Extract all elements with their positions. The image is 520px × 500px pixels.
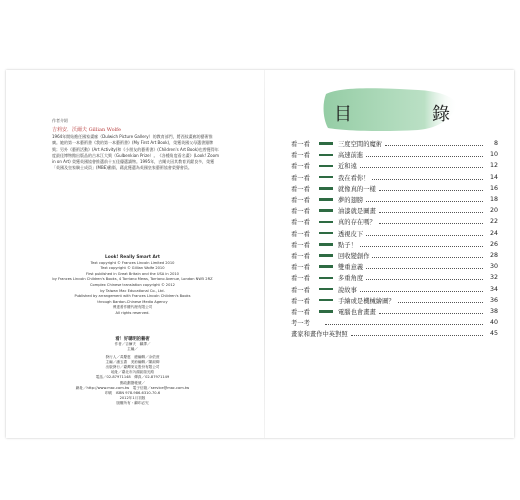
credit-line: through Bardon-Chinese Media Agency [97,299,168,304]
author-name: 吉莉安．沃爾夫 Gillian Wolfe [52,127,121,133]
green-bar-icon [319,285,333,294]
credit-line: 印刷 ISBN 978-986-6310-70-6 [104,391,161,396]
toc-section-label: 看一看 [291,297,310,305]
green-bar-icon [319,162,333,171]
toc-entry[interactable] [291,283,498,294]
credit-line: All rights reserved. [115,310,150,315]
credit-line: 博達著作權代理有限公司 [112,305,153,310]
credit-line: 發行人／黃慶惠 總編輯／余依萱 [105,354,160,359]
toc-section-label: 看一看 [291,141,310,149]
toc-glossary-label: 畫家和畫作中英對照 [291,331,348,339]
toc-entry-title: 高速前進 [338,152,364,160]
credit-line: by Frances Lincoln Children's Books, 4 Torriano Mews, Torriano Avenue, London NW5 2RZ [52,277,213,282]
dot-leader [379,309,483,314]
credit-line: by Taiwan Mac Educational Co., Ltd. [100,288,165,293]
toc-entry-page: 40 [489,319,498,327]
toc-entry-page: 12 [489,162,498,170]
toc-section-label: 看一看 [291,230,310,238]
dot-leader [325,320,483,325]
contents-title [334,100,450,126]
green-bar-icon [319,296,333,305]
dot-leader [360,287,483,292]
toc-entry-title: 手繪或是機械繪圖？ [338,297,395,305]
dot-leader [366,275,483,280]
credit-line: 2012年1月初版 [119,396,146,401]
toc-entry-page: 45 [489,330,498,338]
toc-entry-page: 30 [489,263,498,271]
toc-entry-title: 夢的翅膀 [338,197,364,205]
toc-entry-title: 雙重意義 [338,264,364,272]
credit-line: Look! Really Smart Art [105,255,160,260]
toc-entry-title: 多重角度 [338,275,364,283]
toc-entry[interactable] [291,205,498,216]
dot-leader [366,264,483,269]
credit-line: 版權所有・翻印必究 [116,401,149,406]
toc-entry-page: 26 [489,240,498,248]
toc-section-label: 看一看 [291,174,310,182]
dot-leader [372,175,483,180]
toc-section-label: 看一看 [291,197,310,205]
toc-entry-page: 34 [489,285,498,293]
toc-entry-page: 24 [489,229,498,237]
green-bar-icon [319,307,333,316]
toc-entry[interactable] [291,160,498,171]
credit-line: 電話／02-87971148 傳真／02-87971149 [95,375,170,380]
toc-entry-title: 電腦也會畫畫 [338,308,376,316]
contents-title-char: 錄 [432,104,450,125]
toc-section-label: 看一看 [291,185,310,193]
toc-entry-page: 32 [489,274,498,282]
dot-leader [398,298,483,303]
toc-entry[interactable] [291,295,498,306]
toc-entry[interactable] [291,261,498,272]
toc-entry[interactable] [291,194,498,205]
toc-entry-title: 透視皮下 [338,230,364,238]
green-bar-icon [319,206,333,215]
toc-entry[interactable] [291,306,498,317]
toc-entry[interactable] [291,138,498,149]
toc-entry-page: 22 [489,218,498,226]
dot-leader [366,152,483,157]
toc-entry[interactable] [291,250,498,261]
toc-entry-title: 近和遠 [338,163,357,171]
dot-leader [379,186,483,191]
green-bar-icon [319,240,333,249]
dot-leader [360,242,483,247]
toc-entry-title: 說故事 [338,286,357,294]
green-bar-icon [319,195,333,204]
green-bar-icon [319,218,333,227]
copyright-credits-chinese [30,337,235,407]
toc-entry-page: 20 [489,207,498,215]
toc-section-label: 看一看 [291,163,310,171]
green-bar-icon [319,274,333,283]
toc-entry-page: 14 [489,173,498,181]
dot-leader [379,208,483,213]
dot-leader [372,253,483,258]
toc-entry[interactable] [291,183,498,194]
toc-entry[interactable] [291,272,498,283]
green-bar-icon [319,229,333,238]
credit-line: Published by arrangement with Frances Lincoln Children's Books [74,294,191,299]
table-of-contents [291,138,498,339]
toc-entry-title: 回收變創作 [338,252,370,260]
toc-entry-title: 真的存在嗎？ [338,219,376,227]
credit-line: 主編／ [127,347,138,352]
credit-line: 作者／吉爾夫 翻譯／ [114,342,151,347]
toc-quiz-label: 考一考 [291,320,310,328]
dot-leader [379,219,483,224]
toc-entry[interactable] [291,239,498,250]
credit-line: First published in Great Britain and the USA in 2010 [86,271,179,276]
toc-section-label: 看一看 [291,264,310,272]
toc-entry[interactable] [291,172,498,183]
toc-entry-quiz[interactable] [291,317,498,328]
toc-section-label: 看一看 [291,241,310,249]
toc-entry-page: 10 [489,151,498,159]
green-bar-icon [319,262,333,271]
copyright-credits-english [30,255,235,317]
green-bar-icon [319,184,333,193]
credit-line: 出版發行／臺灣麥克股份有限公司 [105,365,160,370]
toc-entry-title: 油漆就是圖畫 [338,208,376,216]
credit-line: 主編／潘玉喬 美術編輯／陳淑卿 [105,359,160,364]
credit-line: Text copyright © Gillian Wolfe 2010 [100,266,165,271]
toc-section-label: 看一看 [291,252,310,260]
toc-entry[interactable] [291,149,498,160]
author-heading: 作者介紹 [52,118,68,123]
toc-entry-title: 三度空間的魔術 [338,141,383,149]
toc-entry-title: 就像真的一樣 [338,185,376,193]
toc-entry-page: 18 [489,196,498,204]
toc-entry-page: 16 [489,184,498,192]
toc-entry-title: 我在看你！ [338,174,370,182]
toc-entry-page: 28 [489,251,498,259]
toc-entry[interactable] [291,216,498,227]
toc-entry-title: 點子！ [338,241,357,249]
dot-leader [385,141,483,146]
dot-leader [360,163,483,168]
credit-line: 網址／http://www.mac.com.tw 電子信箱／service@mac.com.tw [75,385,190,390]
toc-section-label: 看一看 [291,219,310,227]
credit-line: 郵政劃撥帳號／ [119,380,146,385]
author-bio: 1964年開始擔任國家畫廊（Dulwich Picture Gallery）的教育部門，將西紋畫廊的藝術推廣。她的第一本藝術書《我的第一本藝術書》(My First Art Book)，榮獲英國父母選書銀牌獎；另外《藝術活動》(Art Activity)和《小朋友的藝術書》(Children's Art Book)也曾獲得年度最佳博物館出版品的古本江大獎（Gulbenkian Prize）。《各種角度看名畫》(Look! Zoom in on Art) 榮獲英國協會推選前十五佳優選讀物。1995年，吉爾夫因其教育貢獻良多，榮獲「英國及皇家騎士成員」(MBE)勳銜，藉此獲選為英國皇家藝術協會榮譽會員。 [52,134,219,171]
toc-section-label: 看一看 [291,275,310,283]
contents-title-char: 目 [334,104,352,125]
toc-entry-glossary[interactable] [291,328,498,339]
toc-section-label: 看一看 [291,208,310,216]
credit-line: Text copyright © Frances Lincoln Limited 2010 [90,260,175,265]
green-bar-icon [319,251,333,260]
toc-entry-page: 36 [489,296,498,304]
toc-entry-page: 38 [489,307,498,315]
dot-leader [351,331,483,336]
toc-entry[interactable] [291,228,498,239]
green-bar-icon [319,139,333,148]
dot-leader [366,197,483,202]
book-gutter [264,70,265,438]
credit-line: Complex Chinese translation copyright © 2012 [90,282,175,287]
credit-line: 看！好聰明的藝術 [115,337,150,342]
credit-line: 地址／臺北市內湖區瑞光路 [110,370,155,375]
toc-section-label: 看一看 [291,152,310,160]
green-bar-icon [319,173,333,182]
toc-entry-page: 8 [493,140,498,148]
dot-leader [366,231,483,236]
toc-section-label: 看一看 [291,286,310,294]
toc-section-label: 看一看 [291,308,310,316]
green-bar-icon [319,151,333,160]
